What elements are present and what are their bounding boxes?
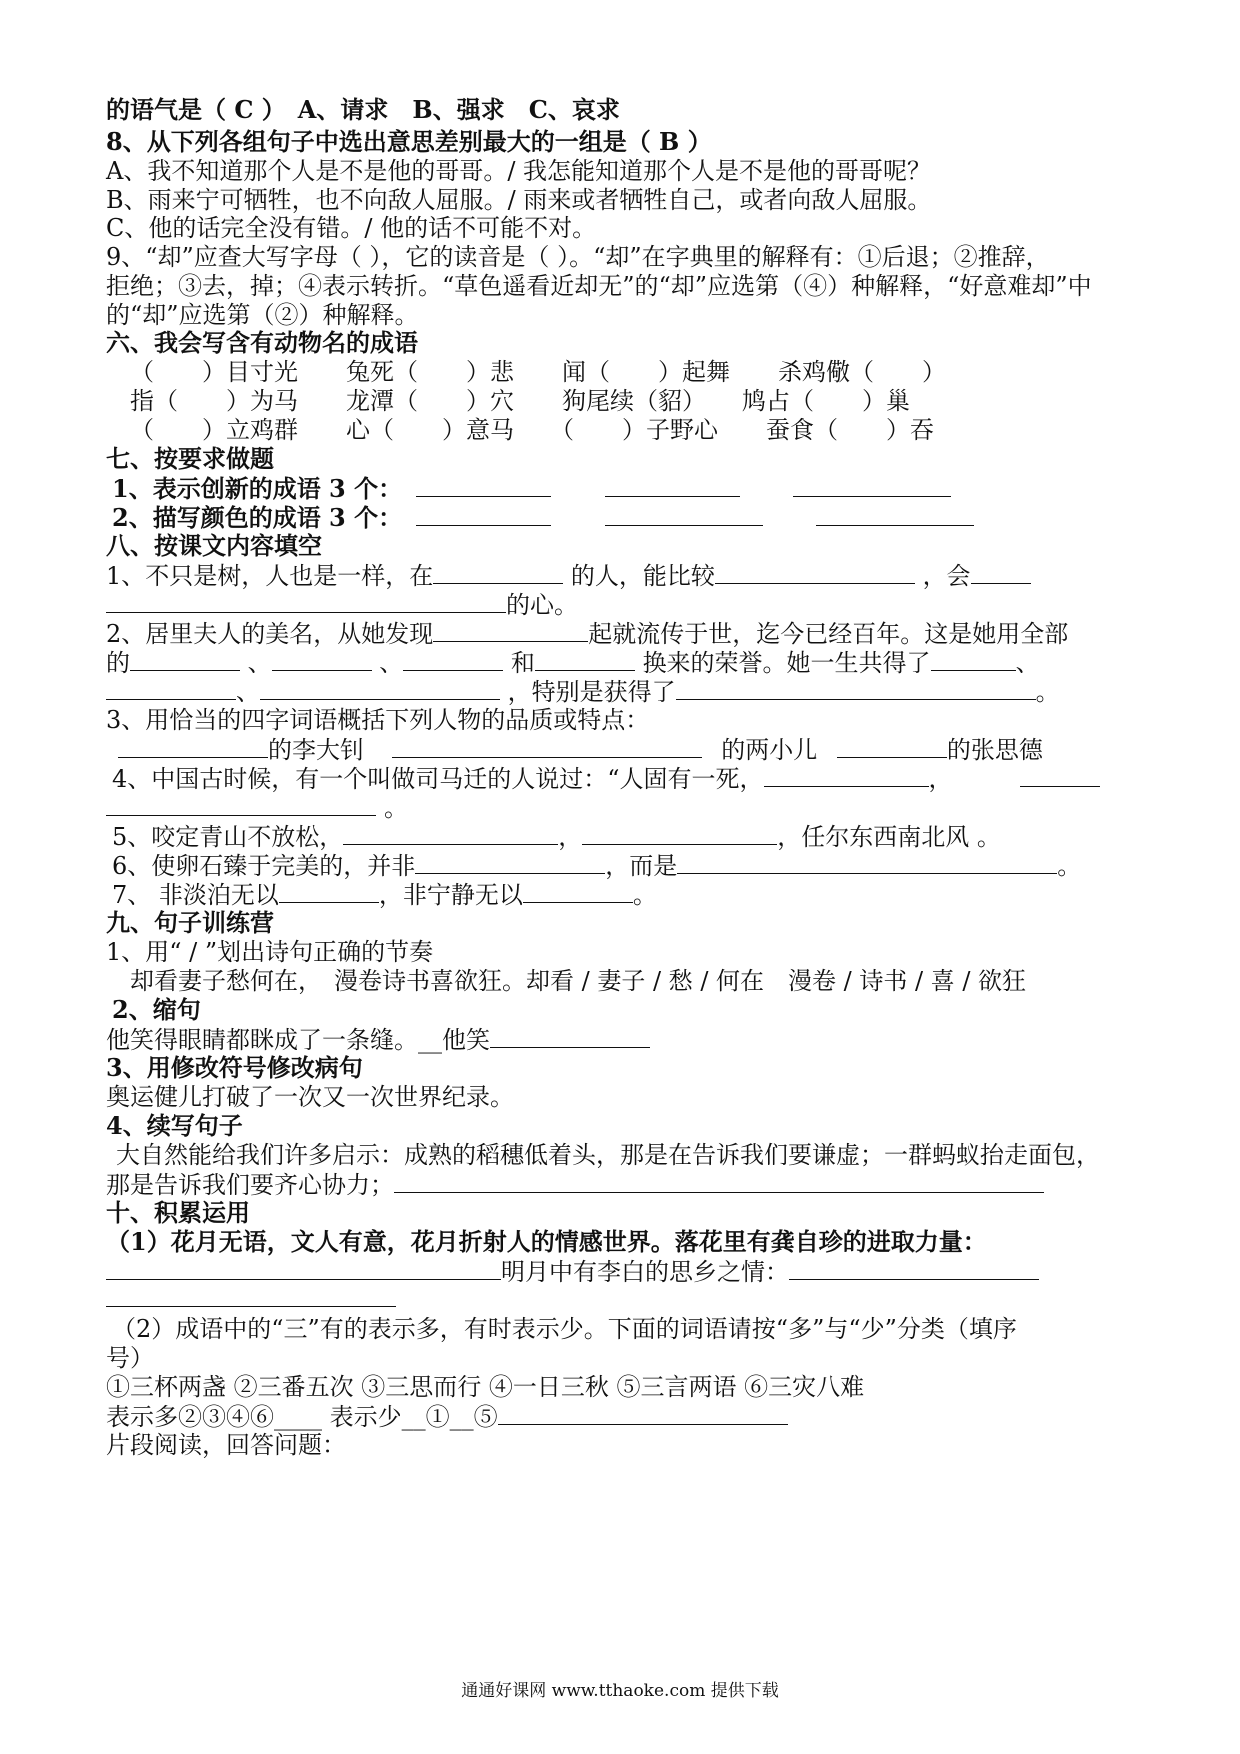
question-line	[112, 472, 1140, 504]
answer-blank[interactable]	[106, 1255, 501, 1280]
question-text: 的张思德	[946, 736, 1043, 764]
question-text: 他笑得眼睛都眯成了一条缝。__他笑	[106, 1026, 490, 1054]
answer-blank[interactable]	[793, 472, 951, 497]
question-text: 、	[379, 649, 404, 677]
answer-blank[interactable]	[416, 501, 551, 526]
text-line: 指（ ）为马 龙潭（ ）穴 狗尾续（貂） 鸠占（ ）巢	[130, 387, 910, 415]
answer-blank[interactable]	[490, 1023, 650, 1048]
answer-blank[interactable]	[416, 472, 551, 497]
question-line	[118, 733, 1140, 765]
question-text: 起就流传于世，迄今已经百年。这是她用全部	[588, 620, 1069, 648]
answer-blank[interactable]	[1020, 762, 1100, 787]
question-text: 4、中国古时候，有一个叫做司马迁的人说过：“人固有一死，	[112, 765, 764, 793]
answer-blank[interactable]	[789, 1255, 1039, 1280]
question-text: 。	[632, 881, 657, 909]
text-line: 4、续写句子	[106, 1111, 243, 1140]
text-line: （ ）立鸡群 心（ ）意马 （ ）子野心 蚕食（ ）吞	[130, 416, 934, 444]
page-footer: 通通好课网 www.tthaoke.com 提供下载	[461, 1681, 779, 1701]
text-line: 却看妻子愁何在， 漫卷诗书喜欲狂。却看 / 妻子 / 愁 / 何在 漫卷 / 诗书 / 喜 / 欲狂	[130, 967, 1027, 995]
question-text: 和	[510, 649, 535, 677]
question-line	[106, 617, 1140, 649]
question-line	[112, 762, 1140, 794]
question-text: 7、 非淡泊无以	[112, 881, 279, 909]
answer-blank[interactable]	[715, 559, 915, 584]
question-text: 、	[1015, 649, 1040, 677]
question-text: ，而是	[605, 852, 678, 880]
question-text: 表示多②③④⑥____ 表示少__①__⑤	[106, 1403, 498, 1431]
question-line	[106, 791, 1140, 823]
question-text: 。	[1057, 852, 1082, 880]
answer-blank[interactable]	[605, 472, 740, 497]
question-text: ，	[928, 765, 953, 793]
text-line: （ ）目寸光 兔死（ ）悲 闻（ ）起舞 杀鸡儆（ ）	[130, 358, 946, 386]
question-text: 明月中有李白的思乡之情：	[501, 1258, 789, 1286]
text-line: 拒绝；③去，掉；④表示转折。“草色遥看近却无”的“却”应选第（④）种解释，“好意难却”中	[106, 272, 1092, 300]
text-line: 奥运健儿打破了一次又一次世界纪录。	[106, 1083, 514, 1111]
question-line	[106, 1255, 1140, 1287]
question-text: ，	[558, 823, 583, 851]
answer-blank[interactable]	[118, 733, 268, 758]
text-line: 的“却”应选第（②）种解释。	[106, 301, 419, 329]
section-heading: 七、按要求做题	[106, 444, 274, 473]
text-line: C、他的话完全没有错。/ 他的话不可能不对。	[106, 214, 597, 242]
question-text: 5、咬定青山不放松，	[112, 823, 344, 851]
question-text: 的心。	[506, 591, 578, 619]
question-text: 6、使卵石臻于完美的，并非	[112, 852, 416, 880]
answer-blank[interactable]	[106, 791, 376, 816]
question-text: 、	[247, 649, 272, 677]
question-line	[112, 849, 1140, 881]
question-line: 3、用恰当的四字词语概括下列人物的品质或特点：	[106, 706, 650, 734]
question-text: 2、描写颜色的成语 3 个：	[112, 503, 403, 532]
question-text: 1、表示创新的成语 3 个：	[112, 474, 403, 503]
text-line: ①三杯两盏 ②三番五次 ③三思而行 ④一日三秋 ⑤三言两语 ⑥三灾八难	[106, 1373, 865, 1401]
answer-blank[interactable]	[272, 646, 372, 671]
answer-blank[interactable]	[392, 733, 702, 758]
answer-blank[interactable]	[403, 646, 503, 671]
answer-blank[interactable]	[343, 820, 558, 845]
question-text: 、	[236, 678, 260, 706]
answer-blank[interactable]	[837, 733, 947, 758]
question-text: 那是告诉我们要齐心协力；	[106, 1171, 394, 1199]
answer-blank[interactable]	[971, 559, 1031, 584]
question-text: 。	[384, 794, 408, 822]
question-line	[106, 588, 1140, 620]
question-line	[106, 646, 1140, 678]
answer-blank[interactable]	[260, 675, 500, 700]
question-text: ，非宁静无以	[378, 881, 523, 909]
answer-blank[interactable]	[433, 559, 563, 584]
answer-blank[interactable]	[415, 849, 605, 874]
text-line: 的语气是（ C ） A、请求 B、强求 C、哀求	[106, 95, 620, 124]
question-line	[112, 501, 1140, 533]
text-line: （2）成语中的“三”有的表示多，有时表示少。下面的词语请按“多”与“少”分类（填序	[112, 1315, 1017, 1343]
text-line: 1、用“ / ”划出诗句正确的节奏	[106, 938, 434, 966]
answer-blank[interactable]	[106, 588, 506, 613]
question-text: 的李大钊	[268, 736, 364, 764]
question-text: 的人，能比较	[570, 562, 715, 590]
answer-blank[interactable]	[279, 878, 379, 903]
text-line: 8、从下列各组句子中选出意思差别最大的一组是（ B ）	[106, 127, 712, 156]
section-heading: 八、按课文内容填空	[106, 531, 322, 560]
section-heading: 十、积累运用	[106, 1198, 250, 1227]
text-line: A、我不知道那个人是不是他的哥哥。/ 我怎能知道那个人是不是他的哥哥呢？	[106, 157, 932, 185]
question-text: 。	[1035, 678, 1060, 706]
section-heading: 六、我会写含有动物名的成语	[106, 328, 418, 357]
section-heading: 九、句子训练营	[106, 908, 274, 937]
question-text: 2、居里夫人的美名，从她发现	[106, 620, 434, 648]
question-text: 换来的荣誉。她一生共得了	[642, 649, 931, 677]
question-line	[112, 878, 1140, 910]
text-line: （1）花月无语，文人有意，花月折射人的情感世界。落花里有龚自珍的进取力量：	[106, 1227, 987, 1256]
answer-blank[interactable]	[130, 646, 240, 671]
answer-blank[interactable]	[106, 1306, 396, 1307]
question-line	[106, 1023, 1140, 1055]
answer-blank[interactable]	[582, 820, 777, 845]
answer-blank[interactable]	[433, 617, 588, 642]
question-text: 的两小儿	[721, 736, 818, 764]
question-text: ，任尔东西南北风 。	[777, 823, 1001, 851]
answer-blank[interactable]	[816, 501, 974, 526]
answer-blank[interactable]	[764, 762, 929, 787]
text-line: 2、缩句	[112, 995, 201, 1024]
answer-blank[interactable]	[676, 675, 1036, 700]
answer-blank[interactable]	[605, 501, 763, 526]
answer-blank[interactable]	[677, 849, 1057, 874]
text-line: 3、用修改符号修改病句	[106, 1053, 363, 1082]
text-line: 号）	[106, 1344, 154, 1372]
answer-blank[interactable]	[106, 675, 236, 700]
question-line	[106, 1400, 1140, 1432]
question-text: ，特别是获得了	[507, 678, 676, 706]
question-line	[106, 559, 1140, 591]
text-line: 大自然能给我们许多启示：成熟的稻穗低着头，那是在告诉我们要谦虚；一群蚂蚁抬走面包，	[116, 1141, 1100, 1169]
question-line	[112, 820, 1140, 852]
question-line	[106, 675, 1140, 707]
answer-blank[interactable]	[535, 646, 635, 671]
question-text: 的	[106, 649, 130, 677]
text-line: 9、“却”应查大写字母（ ），它的读音是（ ）。“却”在字典里的解释有：①后退；②推辞，	[106, 243, 1050, 271]
answer-blank[interactable]	[523, 878, 633, 903]
question-text: ，会	[922, 562, 971, 590]
question-line	[106, 1168, 1140, 1200]
text-line: 片段阅读，回答问题：	[106, 1431, 346, 1459]
text-line: B、雨来宁可牺牲，也不向敌人屈服。/ 雨来或者牺牲自己，或者向敌人屈服。	[106, 186, 932, 214]
answer-blank[interactable]	[931, 646, 1016, 671]
question-text: 1、不只是树，人也是一样，在	[106, 562, 434, 590]
answer-blank[interactable]	[394, 1168, 1044, 1193]
answer-blank[interactable]	[498, 1400, 788, 1425]
